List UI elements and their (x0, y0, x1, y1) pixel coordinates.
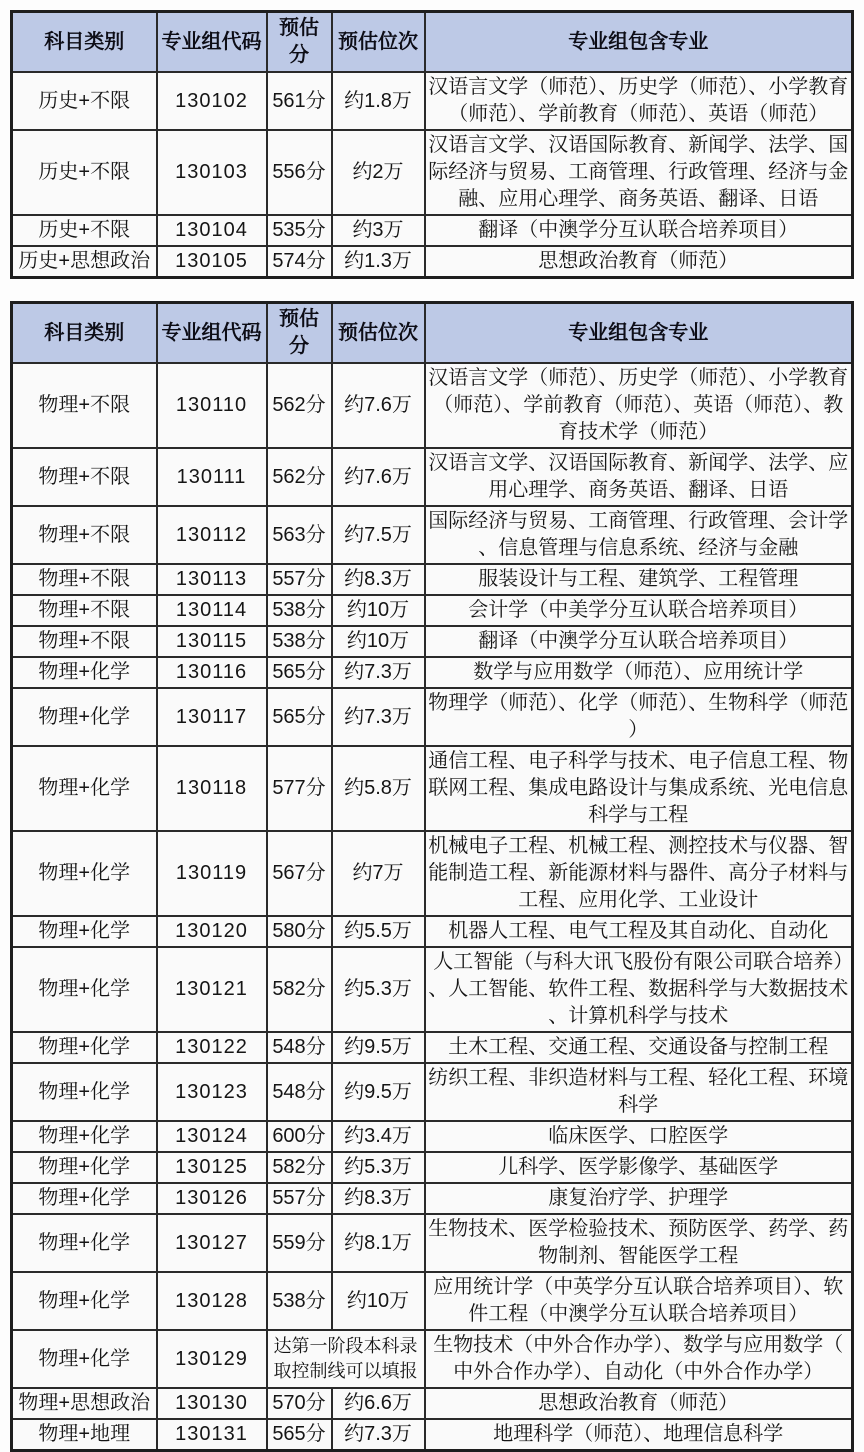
cell-group-code: 130122 (157, 1032, 267, 1063)
table-row (12, 657, 853, 688)
cell-group-code: 130110 (157, 363, 267, 448)
column-header-1: 专业组代码 (157, 303, 267, 364)
cell-estimated-score: 563分 (267, 506, 332, 564)
table-row (12, 595, 853, 626)
cell-estimated-rank: 约5.3万 (332, 947, 425, 1032)
table-row (12, 1063, 853, 1121)
cell-estimated-rank: 约5.8万 (332, 746, 425, 831)
cell-included-majors: 地理科学（师范）、地理信息科学 (425, 1419, 853, 1451)
cell-estimated-rank: 约7.6万 (332, 448, 425, 506)
cell-estimated-rank: 约9.5万 (332, 1032, 425, 1063)
table-row (12, 746, 853, 831)
cell-estimated-score: 561分 (267, 72, 332, 130)
cell-included-majors: 数学与应用数学（师范）、应用统计学 (425, 657, 853, 688)
cell-estimated-rank: 约10万 (332, 626, 425, 657)
cell-group-code: 130115 (157, 626, 267, 657)
table-row (12, 448, 853, 506)
cell-group-code: 130103 (157, 130, 267, 215)
cell-estimated-score: 548分 (267, 1032, 332, 1063)
cell-subject-category: 历史+不限 (12, 72, 157, 130)
cell-estimated-rank: 约8.3万 (332, 564, 425, 595)
cell-estimated-score: 567分 (267, 831, 332, 916)
table-header-row (12, 303, 853, 364)
cell-estimated-score: 574分 (267, 246, 332, 278)
cell-estimated-rank: 约7.6万 (332, 363, 425, 448)
cell-estimated-rank: 约5.5万 (332, 916, 425, 947)
cell-estimated-score: 565分 (267, 657, 332, 688)
table-row (12, 947, 853, 1032)
table-row (12, 1183, 853, 1214)
cell-estimated-rank: 约7.5万 (332, 506, 425, 564)
cell-estimated-rank: 约5.3万 (332, 1152, 425, 1183)
cell-included-majors: 土木工程、交通工程、交通设备与控制工程 (425, 1032, 853, 1063)
table-row (12, 1330, 853, 1388)
cell-group-code: 130129 (157, 1330, 267, 1388)
cell-group-code: 130119 (157, 831, 267, 916)
cell-estimated-rank: 约1.3万 (332, 246, 425, 278)
cell-subject-category: 物理+化学 (12, 688, 157, 746)
cell-estimated-score: 557分 (267, 1183, 332, 1214)
cell-included-majors: 机械电子工程、机械工程、测控技术与仪器、智能制造工程、新能源材料与器件、高分子材料与工程、应用化学、工业设计 (425, 831, 853, 916)
cell-estimated-rank: 约7.3万 (332, 688, 425, 746)
cell-subject-category: 物理+化学 (12, 1152, 157, 1183)
column-header-1: 专业组代码 (157, 12, 267, 73)
table-row (12, 1032, 853, 1063)
cell-estimated-rank: 约3万 (332, 215, 425, 246)
cell-estimated-score: 548分 (267, 1063, 332, 1121)
cell-subject-category: 物理+化学 (12, 1272, 157, 1330)
cell-group-code: 130130 (157, 1388, 267, 1419)
cell-subject-category: 物理+化学 (12, 947, 157, 1032)
table-row (12, 130, 853, 215)
cell-subject-category: 物理+化学 (12, 657, 157, 688)
cell-group-code: 130105 (157, 246, 267, 278)
column-header-2: 预估分 (267, 12, 332, 73)
cell-estimated-score: 535分 (267, 215, 332, 246)
column-header-0: 科目类别 (12, 12, 157, 73)
cell-estimated-score: 562分 (267, 448, 332, 506)
column-header-3: 预估位次 (332, 12, 425, 73)
table-row (12, 1388, 853, 1419)
cell-group-code: 130114 (157, 595, 267, 626)
cell-included-majors: 人工智能（与科大讯飞股份有限公司联合培养）、人工智能、软件工程、数据科学与大数据技术、计算机科学与技术 (425, 947, 853, 1032)
cell-subject-category: 物理+化学 (12, 1214, 157, 1272)
cell-estimated-rank: 约8.1万 (332, 1214, 425, 1272)
table-row (12, 564, 853, 595)
column-header-3: 预估位次 (332, 303, 425, 364)
cell-included-majors: 会计学（中美学分互认联合培养项目） (425, 595, 853, 626)
cell-estimated-score: 582分 (267, 1152, 332, 1183)
cell-subject-category: 物理+不限 (12, 626, 157, 657)
cell-subject-category: 物理+化学 (12, 831, 157, 916)
table-row (12, 1272, 853, 1330)
cell-estimated-rank: 约3.4万 (332, 1121, 425, 1152)
cell-score-rank-note: 达第一阶段本科录取控制线可以填报 (267, 1330, 425, 1388)
cell-subject-category: 物理+不限 (12, 363, 157, 448)
cell-included-majors: 汉语言文学、汉语国际教育、新闻学、法学、国际经济与贸易、工商管理、行政管理、经济与金融、应用心理学、商务英语、翻译、日语 (425, 130, 853, 215)
cell-estimated-score: 556分 (267, 130, 332, 215)
cell-included-majors: 翻译（中澳学分互认联合培养项目） (425, 626, 853, 657)
cell-estimated-rank: 约10万 (332, 1272, 425, 1330)
table-gap (10, 279, 853, 301)
cell-group-code: 130112 (157, 506, 267, 564)
cell-estimated-score: 600分 (267, 1121, 332, 1152)
cell-subject-category: 物理+化学 (12, 1330, 157, 1388)
table-row (12, 916, 853, 947)
cell-group-code: 130124 (157, 1121, 267, 1152)
cell-group-code: 130123 (157, 1063, 267, 1121)
cell-included-majors: 汉语言文学（师范）、历史学（师范）、小学教育（师范）、学前教育（师范）、英语（师范）、教育技术学（师范） (425, 363, 853, 448)
cell-subject-category: 历史+不限 (12, 130, 157, 215)
cell-estimated-rank: 约7万 (332, 831, 425, 916)
cell-subject-category: 物理+地理 (12, 1419, 157, 1451)
cell-included-majors: 物理学（师范）、化学（师范）、生物科学（师范） (425, 688, 853, 746)
cell-subject-category: 物理+化学 (12, 916, 157, 947)
cell-included-majors: 国际经济与贸易、工商管理、行政管理、会计学、信息管理与信息系统、经济与金融 (425, 506, 853, 564)
cell-group-code: 130117 (157, 688, 267, 746)
column-header-4: 专业组包含专业 (425, 303, 853, 364)
cell-included-majors: 应用统计学（中英学分互认联合培养项目）、软件工程（中澳学分互认联合培养项目） (425, 1272, 853, 1330)
cell-subject-category: 历史+不限 (12, 215, 157, 246)
cell-group-code: 130111 (157, 448, 267, 506)
cell-included-majors: 纺织工程、非织造材料与工程、轻化工程、环境科学 (425, 1063, 853, 1121)
cell-subject-category: 物理+不限 (12, 595, 157, 626)
table-row (12, 1152, 853, 1183)
cell-group-code: 130126 (157, 1183, 267, 1214)
cell-included-majors: 儿科学、医学影像学、基础医学 (425, 1152, 853, 1183)
table-row (12, 506, 853, 564)
cell-subject-category: 物理+不限 (12, 448, 157, 506)
table-row (12, 363, 853, 448)
cell-subject-category: 物理+化学 (12, 1183, 157, 1214)
table-row (12, 1121, 853, 1152)
column-header-0: 科目类别 (12, 303, 157, 364)
cell-included-majors: 汉语言文学（师范）、历史学（师范）、小学教育（师范）、学前教育（师范）、英语（师范） (425, 72, 853, 130)
cell-estimated-rank: 约7.3万 (332, 1419, 425, 1451)
cell-group-code: 130127 (157, 1214, 267, 1272)
table-row (12, 831, 853, 916)
cell-estimated-rank: 约6.6万 (332, 1388, 425, 1419)
cell-included-majors: 生物技术、医学检验技术、预防医学、药学、药物制剂、智能医学工程 (425, 1214, 853, 1272)
column-header-2: 预估分 (267, 303, 332, 364)
cell-estimated-rank: 约1.8万 (332, 72, 425, 130)
admission-table-physics (10, 301, 854, 1452)
cell-group-code: 130131 (157, 1419, 267, 1451)
cell-group-code: 130118 (157, 746, 267, 831)
cell-estimated-score: 577分 (267, 746, 332, 831)
cell-subject-category: 物理+化学 (12, 1121, 157, 1152)
cell-estimated-score: 559分 (267, 1214, 332, 1272)
cell-group-code: 130121 (157, 947, 267, 1032)
cell-estimated-score: 580分 (267, 916, 332, 947)
cell-subject-category: 物理+思想政治 (12, 1388, 157, 1419)
cell-subject-category: 物理+不限 (12, 564, 157, 595)
cell-group-code: 130120 (157, 916, 267, 947)
cell-estimated-score: 565分 (267, 1419, 332, 1451)
cell-estimated-score: 538分 (267, 626, 332, 657)
table-row (12, 626, 853, 657)
cell-included-majors: 汉语言文学、汉语国际教育、新闻学、法学、应用心理学、商务英语、翻译、日语 (425, 448, 853, 506)
table-row (12, 72, 853, 130)
cell-estimated-rank: 约7.3万 (332, 657, 425, 688)
cell-estimated-score: 557分 (267, 564, 332, 595)
cell-group-code: 130128 (157, 1272, 267, 1330)
cell-estimated-score: 562分 (267, 363, 332, 448)
cell-group-code: 130104 (157, 215, 267, 246)
cell-group-code: 130116 (157, 657, 267, 688)
cell-included-majors: 临床医学、口腔医学 (425, 1121, 853, 1152)
cell-estimated-rank: 约8.3万 (332, 1183, 425, 1214)
table-row (12, 215, 853, 246)
table-header-row (12, 12, 853, 73)
cell-estimated-rank: 约2万 (332, 130, 425, 215)
cell-subject-category: 物理+化学 (12, 1063, 157, 1121)
cell-estimated-score: 565分 (267, 688, 332, 746)
table-row (12, 1214, 853, 1272)
cell-estimated-score: 538分 (267, 595, 332, 626)
table-row (12, 688, 853, 746)
cell-estimated-score: 538分 (267, 1272, 332, 1330)
cell-included-majors: 机器人工程、电气工程及其自动化、自动化 (425, 916, 853, 947)
cell-subject-category: 物理+化学 (12, 746, 157, 831)
cell-included-majors: 服装设计与工程、建筑学、工程管理 (425, 564, 853, 595)
cell-included-majors: 康复治疗学、护理学 (425, 1183, 853, 1214)
cell-included-majors: 思想政治教育（师范） (425, 246, 853, 278)
cell-subject-category: 历史+思想政治 (12, 246, 157, 278)
table-row (12, 246, 853, 278)
cell-estimated-rank: 约10万 (332, 595, 425, 626)
cell-group-code: 130113 (157, 564, 267, 595)
cell-estimated-rank: 约9.5万 (332, 1063, 425, 1121)
admission-table-history (10, 10, 854, 279)
cell-subject-category: 物理+化学 (12, 1032, 157, 1063)
cell-included-majors: 生物技术（中外合作办学）、数学与应用数学（中外合作办学）、自动化（中外合作办学） (425, 1330, 853, 1388)
cell-group-code: 130125 (157, 1152, 267, 1183)
cell-estimated-score: 570分 (267, 1388, 332, 1419)
cell-included-majors: 思想政治教育（师范） (425, 1388, 853, 1419)
cell-subject-category: 物理+不限 (12, 506, 157, 564)
cell-group-code: 130102 (157, 72, 267, 130)
column-header-4: 专业组包含专业 (425, 12, 853, 73)
table-row (12, 1419, 853, 1451)
cell-included-majors: 翻译（中澳学分互认联合培养项目） (425, 215, 853, 246)
cell-estimated-score: 582分 (267, 947, 332, 1032)
cell-included-majors: 通信工程、电子科学与技术、电子信息工程、物联网工程、集成电路设计与集成系统、光电信息科学与工程 (425, 746, 853, 831)
